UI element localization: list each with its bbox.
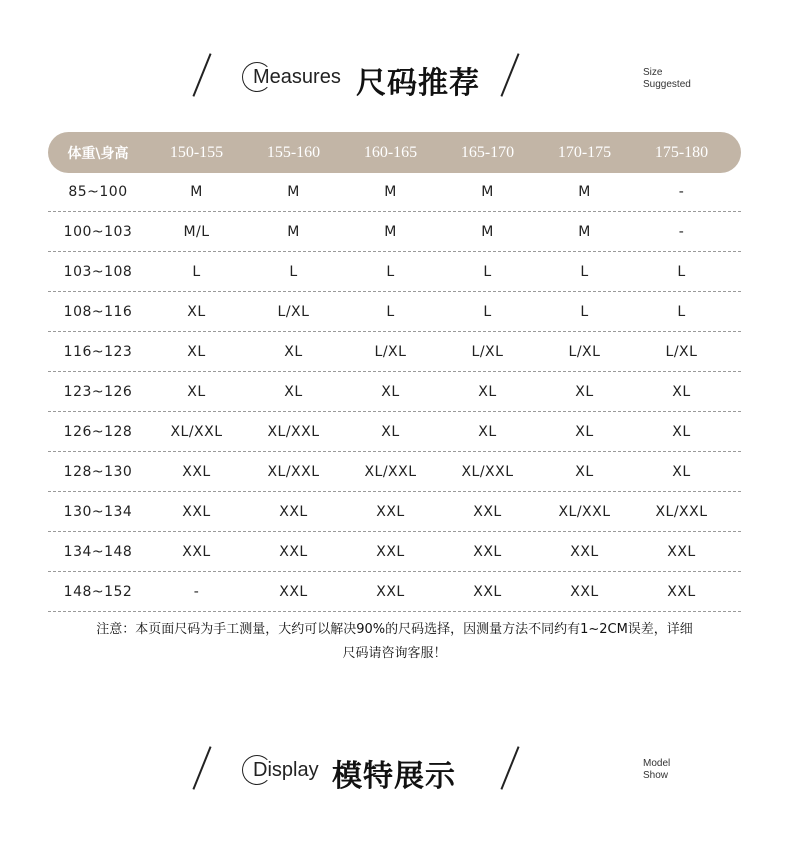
size-cell: XXL [473,503,502,520]
size-cell: XXL [279,583,308,600]
side-note-line: Size [643,67,663,78]
decorative-slash-left [192,53,211,96]
size-cell: XL [478,383,497,400]
size-cell: XL [187,343,206,360]
header-height-range: 175-180 [654,143,709,161]
size-cell: - [678,183,685,200]
weight-range-cell: 108~116 [63,303,133,320]
weight-range-cell: 134~148 [63,543,133,560]
table-row [48,372,741,412]
size-cell: XL [381,383,400,400]
size-cell: M [384,223,397,240]
size-cell: XL [672,383,691,400]
size-cell: XXL [376,543,405,560]
size-cell: - [678,223,685,240]
table-row [48,332,741,372]
decorative-slash-right [500,53,519,96]
table-row [48,492,741,532]
size-cell: L/XL [374,343,407,360]
size-cell: XL/XXL [170,423,223,440]
header-height-range: 150-155 [169,143,224,161]
size-cell: XXL [667,543,696,560]
size-cell: XL [284,383,303,400]
size-cell: XL [575,423,594,440]
size-cell: L [483,303,492,320]
table-row [48,572,741,612]
table-row [48,532,741,572]
size-cell: L/XL [665,343,698,360]
size-cell: L [386,263,395,280]
size-cell: XL [478,423,497,440]
size-cell: XL [575,463,594,480]
size-cell: L [677,303,686,320]
weight-range-cell: 123~126 [63,383,133,400]
size-cell: L [483,263,492,280]
side-note-line: Suggested [643,79,691,90]
size-cell: XL [672,423,691,440]
size-cell: M [481,223,494,240]
header-height-range: 155-160 [266,143,321,161]
size-cell: XL/XXL [364,463,417,480]
size-cell: XXL [182,463,211,480]
side-note-line: Show [643,770,669,781]
section-measures-cn-title: 尺码推荐 [356,66,480,101]
table-row [48,212,741,252]
size-cell: XL/XXL [655,503,708,520]
size-cell: XXL [570,543,599,560]
size-cell: L [580,303,589,320]
section-measures-en-title: Measures [253,66,341,88]
size-cell: XL [187,383,206,400]
decorative-slash-left [192,746,211,789]
size-cell: XL [284,343,303,360]
weight-range-cell: 130~134 [63,503,133,520]
header-height-range: 170-175 [557,143,612,161]
table-row [48,292,741,332]
header-height-range: 160-165 [363,143,418,161]
size-cell: XXL [376,583,405,600]
size-cell: XL/XXL [267,423,320,440]
section-display-en-title: Display [253,759,319,781]
table-row [48,252,741,292]
size-cell: M [481,183,494,200]
weight-range-cell: 85~100 [68,183,128,200]
size-cell: XXL [279,503,308,520]
size-cell: XXL [667,583,696,600]
note-line: 尺码请咨询客服！ [342,646,447,661]
weight-range-cell: 103~108 [63,263,133,280]
size-cell: M [384,183,397,200]
size-cell: XXL [376,503,405,520]
size-cell: L [677,263,686,280]
weight-range-cell: 116~123 [63,343,133,360]
table-row [48,452,741,492]
size-suggested-note [643,67,691,91]
size-cell: L [192,263,201,280]
section-display-cn-title: 模特展示 [332,759,456,794]
size-cell: XL [672,463,691,480]
size-cell: L/XL [277,303,310,320]
side-note-line: Model [643,758,671,769]
size-cell: M [287,183,300,200]
size-table-header [48,132,741,173]
size-cell: M [190,183,203,200]
note-line: 注意：本页面尺码为手工测量，大约可以解决90%的尺码选择，因测量方法不同约有1~2CM误差，详细 [96,622,693,637]
weight-range-cell: 128~130 [63,463,133,480]
table-row [48,412,741,452]
size-cell: L [580,263,589,280]
size-table-body [48,172,741,612]
header-weight-height: 体重\身高 [67,145,129,162]
size-cell: XXL [570,583,599,600]
size-cell: XXL [473,583,502,600]
size-cell: L [289,263,298,280]
size-cell: XXL [182,503,211,520]
size-cell: L/XL [471,343,504,360]
size-cell: - [193,583,200,600]
size-cell: XXL [279,543,308,560]
size-cell: M [578,223,591,240]
table-row [48,172,741,212]
header-height-range: 165-170 [460,143,515,161]
weight-range-cell: 126~128 [63,423,133,440]
size-cell: M/L [183,223,210,240]
size-cell: XXL [182,543,211,560]
size-cell: XL/XXL [267,463,320,480]
size-cell: L [386,303,395,320]
size-cell: XL/XXL [558,503,611,520]
size-cell: L/XL [568,343,601,360]
size-cell: XXL [473,543,502,560]
size-cell: M [578,183,591,200]
size-cell: XL [187,303,206,320]
weight-range-cell: 148~152 [63,583,133,600]
size-cell: XL/XXL [461,463,514,480]
size-cell: M [287,223,300,240]
measurement-note [48,618,741,666]
decorative-slash-right [500,746,519,789]
size-cell: XL [575,383,594,400]
weight-range-cell: 100~103 [63,223,133,240]
size-cell: XL [381,423,400,440]
model-show-note [643,758,670,782]
